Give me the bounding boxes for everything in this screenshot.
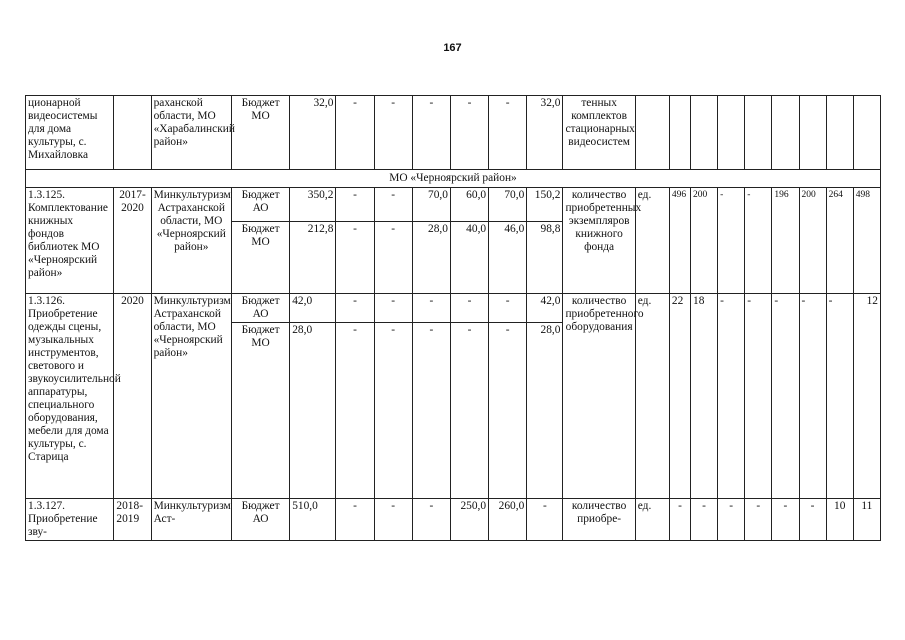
indicator-value: - — [799, 499, 826, 541]
year-amount: - — [336, 96, 374, 170]
indicator-value: 200 — [691, 188, 718, 294]
year-amount: - — [336, 188, 374, 222]
indicator-value: - — [718, 499, 745, 541]
year-amount: - — [489, 323, 527, 499]
period: 2018-2019 — [114, 499, 151, 541]
indicator-value: - — [799, 294, 826, 499]
indicator-value: - — [691, 499, 718, 541]
executor: Минкультуризм Астраханской области, МО «Черноярский район» — [151, 188, 231, 294]
indicator-value: - — [772, 499, 799, 541]
year-amount: 70,0 — [412, 188, 450, 222]
page-number: 167 — [443, 42, 462, 54]
indicator-value: - — [718, 294, 745, 499]
year-amount: - — [336, 222, 374, 294]
year-amount: - — [336, 294, 374, 323]
funding-source: Бюджет МО — [231, 222, 289, 294]
year-amount: 98,8 — [527, 222, 563, 294]
indicator-value: - — [745, 294, 772, 499]
year-amount: 260,0 — [489, 499, 527, 541]
indicator-value: 11 — [853, 499, 880, 541]
year-amount: 46,0 — [489, 222, 527, 294]
executor: Минкультуризм Астраханской области, МО «Черноярский район» — [151, 294, 231, 499]
total-amount: 32,0 — [290, 96, 336, 170]
total-amount: 510,0 — [290, 499, 336, 541]
year-amount: - — [336, 323, 374, 499]
total-amount: 350,2 — [290, 188, 336, 222]
year-amount: - — [336, 499, 374, 541]
period: 2017-2020 — [114, 188, 151, 294]
indicator-value: 22 — [669, 294, 690, 499]
year-amount: - — [374, 294, 412, 323]
year-amount: - — [374, 96, 412, 170]
year-amount: 40,0 — [450, 222, 488, 294]
indicator-value: 498 — [853, 188, 880, 294]
indicator-value: - — [826, 294, 853, 499]
year-amount: - — [412, 499, 450, 541]
year-amount: - — [527, 499, 563, 541]
unit: ед. — [635, 499, 669, 541]
indicator: тенных комплектов стационарных видеосистем — [563, 96, 635, 170]
measure-name: 1.3.125. Комплектование книжных фондов библиотек МО «Черноярский район» — [26, 188, 114, 294]
indicator: количество приобре- — [563, 499, 635, 541]
section-row — [26, 170, 881, 188]
indicator: количество приобретенного оборудования — [563, 294, 635, 499]
total-amount: 42,0 — [290, 294, 336, 323]
funding-source: Бюджет АО — [231, 294, 289, 323]
year-amount: - — [450, 323, 488, 499]
period — [114, 96, 151, 170]
table-row — [26, 294, 881, 323]
indicator: количество приобретенных экземпляров книжного фонда — [563, 188, 635, 294]
measure-name: ционарной видеосистемы для дома культуры, с. Михайловка — [26, 96, 114, 170]
year-amount: 60,0 — [450, 188, 488, 222]
year-amount: 42,0 — [527, 294, 563, 323]
total-amount: 212,8 — [290, 222, 336, 294]
indicator-value: 196 — [772, 188, 799, 294]
year-amount: - — [412, 294, 450, 323]
indicator-value: - — [669, 499, 690, 541]
year-amount: - — [450, 294, 488, 323]
year-amount: - — [374, 188, 412, 222]
indicator-value: - — [718, 188, 745, 294]
section-title: МО «Черноярский район» — [26, 170, 881, 188]
indicator-value: - — [772, 294, 799, 499]
year-amount: 70,0 — [489, 188, 527, 222]
year-amount: 28,0 — [527, 323, 563, 499]
executor: раханской области, МО «Харабалинский район» — [151, 96, 231, 170]
year-amount: - — [374, 222, 412, 294]
funding-source: Бюджет МО — [231, 96, 289, 170]
funding-source: Бюджет АО — [231, 188, 289, 222]
indicator-value: 264 — [826, 188, 853, 294]
measure-name: 1.3.126. Приобретение одежды сцены, музыкальных инструментов, светового и звукоусилительной аппаратуры, специального оборудования, мебели для дома культуры, с. Старица — [26, 294, 114, 499]
table-row — [26, 499, 881, 541]
executor: Минкультуризм Аст- — [151, 499, 231, 541]
indicator-value: - — [745, 188, 772, 294]
period: 2020 — [114, 294, 151, 499]
indicator-value: 10 — [826, 499, 853, 541]
year-amount: - — [412, 323, 450, 499]
year-amount: 32,0 — [527, 96, 563, 170]
year-amount: - — [450, 96, 488, 170]
year-amount: - — [374, 499, 412, 541]
indicator-value: 496 — [669, 188, 690, 294]
year-amount: - — [489, 96, 527, 170]
indicator-value: - — [745, 499, 772, 541]
table-row — [26, 96, 881, 170]
year-amount: - — [489, 294, 527, 323]
funding-source: Бюджет МО — [231, 323, 289, 499]
indicator-value: 18 — [691, 294, 718, 499]
year-amount: - — [412, 96, 450, 170]
indicator-value: 12 — [853, 294, 880, 499]
total-amount: 28,0 — [290, 323, 336, 499]
year-amount: 28,0 — [412, 222, 450, 294]
year-amount: 250,0 — [450, 499, 488, 541]
table-row — [26, 188, 881, 222]
year-amount: 150,2 — [527, 188, 563, 222]
measure-name: 1.3.127. Приобретение зву- — [26, 499, 114, 541]
unit: ед. — [635, 188, 669, 294]
program-table — [25, 95, 881, 541]
year-amount: - — [374, 323, 412, 499]
unit: ед. — [635, 294, 669, 499]
indicator-value: 200 — [799, 188, 826, 294]
funding-source: Бюджет АО — [231, 499, 289, 541]
